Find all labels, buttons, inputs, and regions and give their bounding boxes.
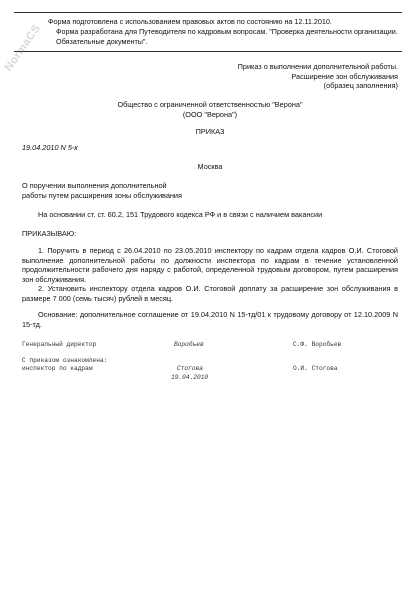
city: Москва [197, 162, 223, 171]
order-items [22, 246, 398, 304]
grounds-text: Основание: дополнительное соглашение от 19.04.2010 N 15-тд/01 к трудовому договору от 12.10.2009 N 15-тд. [22, 310, 398, 329]
header-note-line1: Форма подготовлена с использованием правовых актов по состоянию на 12.11.2010. [48, 17, 332, 26]
acknowledgement-line2: инспектор по кадрам [22, 365, 93, 372]
employee-name: О.И. Стогова [293, 365, 338, 372]
date-number: 19.04.2010 N 5-к [22, 143, 78, 152]
form-caption-line2: Расширение зон обслуживания [291, 71, 398, 81]
organization-full-name: Общество с ограниченной ответственностью "Верона" [117, 100, 303, 109]
header-note [14, 12, 402, 52]
director-title: Генеральный директор [22, 341, 97, 348]
grounds [22, 310, 398, 329]
header-note-line2: Форма разработана для Путеводителя по кадровым вопросам. "Проверка деятельности организации. Обязательные документы". [56, 27, 398, 46]
acknowledgement-line1: С приказом ознакомлена: [22, 357, 108, 364]
employee-sign-date: 19.04.2010 [171, 374, 209, 381]
organization [0, 100, 420, 119]
director-name: С.Ф. Воробьев [293, 341, 342, 348]
document-title: ПРИКАЗ [195, 127, 225, 136]
director-signature: Воробьев [174, 341, 204, 348]
form-caption-line1: Приказ о выполнении дополнительной работы. [237, 62, 398, 71]
subject [22, 181, 182, 200]
subject-line2: работы путем расширения зоны обслуживания [22, 190, 182, 200]
watermark-text: NormaCS [2, 22, 44, 74]
organization-short-name: (ООО "Верона") [182, 109, 238, 119]
basis-text: На основании ст. ст. 60.2, 151 Трудового кодекса РФ и в связи с наличием вакансии [38, 210, 323, 219]
order-item-2: 2. Установить инспектору отдела кадров О.И. Стоговой доплату за расширение зон обслуживания в размере 7 000 (семь тысяч) рублей в месяц. [22, 284, 398, 303]
employee-signature: Стогова [177, 365, 203, 372]
subject-line1: О поручении выполнения дополнительной [22, 181, 167, 190]
form-caption [238, 62, 398, 91]
order-word: ПРИКАЗЫВАЮ: [22, 229, 77, 238]
form-caption-line3: (образец заполнения) [323, 81, 398, 90]
order-item-1: 1. Поручить в период с 26.04.2010 по 23.05.2010 инспектору по кадрам отдела кадров О.И. Стоговой выполнение дополнительной работы по должности инспектора по кадрам в течение установленной продолжительности рабочего дня наряду с работой, определенной трудовым договором, путем расширения зон обслуживания. [22, 246, 398, 284]
